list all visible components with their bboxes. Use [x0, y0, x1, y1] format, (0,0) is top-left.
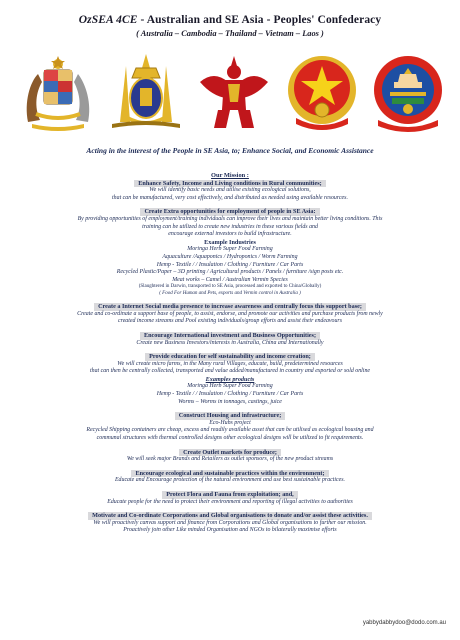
cambodia-royal-arms-emblem [106, 52, 186, 132]
laos-national-emblem [368, 52, 448, 132]
body-line: training can be utilized to create new industries in these various fields and [142, 223, 318, 230]
section-heading: Create Outlet markets for produce; [2, 449, 458, 457]
section-heading: Encourage ecological and sustainable practices within the environment; [2, 470, 458, 478]
mission-content [2, 172, 458, 535]
section-heading: Motivate and Co-ordinate Corporations and Global organisations to donate and/or assist these activities. [2, 512, 458, 520]
example-line: Hemp - Textile / / Insulation / Clothing / Furniture / Car Parts [156, 261, 304, 268]
title-text: - Australian and SE Asia - Peoples' Confederacy [137, 14, 382, 26]
emblem-row [18, 52, 448, 132]
section-heading: Create a Internet Social media presence to increase awareness and centrally focus this support base; [2, 303, 458, 311]
footer-email[interactable]: yabbydabbydoo@dodo.com.au [362, 620, 446, 626]
body-line: created income streams and Pool existing individuals/group efforts and assist their endeavours [118, 318, 342, 325]
section-heading: Create Extra opportunities for employment of people in SE Asia: [2, 208, 458, 216]
body-line: We will seek major Brands and Retailers as outlet sponsors, of the new product streams [126, 456, 334, 463]
vietnam-national-emblem [282, 52, 362, 132]
section-heading: Protect Flora and Fauna from exploitation; and, [2, 491, 458, 499]
body-line: that can then be centrally collected, transported and value added/manufactured in country and exported or sold online [89, 368, 371, 375]
australia-coat-of-arms-emblem [18, 52, 98, 132]
tagline: Acting in the interest of the People in SE Asia, to; Enhance Social, and Economic Assistance [86, 146, 374, 155]
example-line: Moringa Herb Super Food Farming [187, 383, 273, 390]
example-note: ( Food For Human and Pets, exports and Vermin control in Australia ) [159, 290, 301, 296]
body-line: We will identify basic needs and utilise existing ecological solutions, [149, 187, 311, 194]
body-line: We will create micro farms, in the Many rural Villages, educate, build, predetermined resources [117, 360, 343, 367]
sub-heading: Example Industries [204, 238, 256, 246]
example-note: (Slaughtered in Darwin, transported to SE Asia, processed and exported to China/Globally) [138, 284, 322, 290]
page-title [0, 14, 460, 26]
body-line: By providing opportunities of employment/training individuals can improve their lives and maintain better living conditions. This [77, 215, 383, 222]
body-line: that can be manufactured, very cost effectively, and distributed as needed using available resources. [112, 194, 348, 201]
body-line: Create and co-ordinate a support base of people, to assist, endorse, and promote our activities and purchase products from newly [77, 310, 383, 317]
brand-name: OzSEA 4CE [78, 14, 138, 26]
body-line: Recycled Shipping containers are cheap, excess and readily available asset that can be utilised as ecological housing and [86, 427, 374, 434]
body-line: Create new Business Investors/interests in Australia, China and Internationally [136, 339, 324, 346]
body-line: Proactively join other Like minded Organisation and NGOs to bilaterally maximise efforts [123, 527, 337, 534]
example-line: Aquaculture /Aquaponics / Hydroponics / Worm Farming [162, 253, 298, 260]
sub-heading: Examples products [205, 375, 255, 383]
body-line: Educate and Encourage protection of the natural environment and use best sustainable practices. [114, 477, 346, 484]
mission-heading: Our Mission : [211, 172, 249, 179]
example-line: Meat works – Camel / Australian Vermin Species [172, 276, 288, 283]
example-line: Recycled Plastic/Paper – 3D printing / Agricultural products / Panels / furniture /sign posts etc. [116, 269, 344, 276]
section-heading: Provide education for self sustainability and income creation; [2, 353, 458, 361]
section-heading: Enhance Safety, Income and Living conditions in Rural communities; [2, 180, 458, 188]
countries-subtitle: ( Australia – Cambodia – Thailand – Vietnam – Laos ) [136, 29, 324, 38]
body-line: communal structures with thermal controlled designs other ecological designs will be utilized to fit requirements. [96, 435, 364, 442]
thailand-garuda-emblem [194, 52, 274, 132]
example-line: Moringa Herb Super Food Farming [187, 246, 273, 253]
body-line: encourage external investors to build infrastructure. [168, 231, 292, 238]
section-heading: Construct Housing and infrastructure; [2, 412, 458, 420]
example-line: Worms – Worms in tonnages, castings, juice [178, 398, 282, 405]
section-heading: Encourage International investment and Business Opportunities; [2, 332, 458, 340]
body-line: Educate people for the need to protect their environment and reporting of illegal activities to authorities [107, 498, 353, 505]
body-line: Eco-Hubs project [209, 419, 251, 426]
body-line: We will proactively canvas support and finance from Corporations and Global organisations to further our mission. [93, 519, 367, 526]
example-line: Hemp - Textile / / Insulation / Clothing / Furniture / Car Parts [156, 391, 304, 398]
